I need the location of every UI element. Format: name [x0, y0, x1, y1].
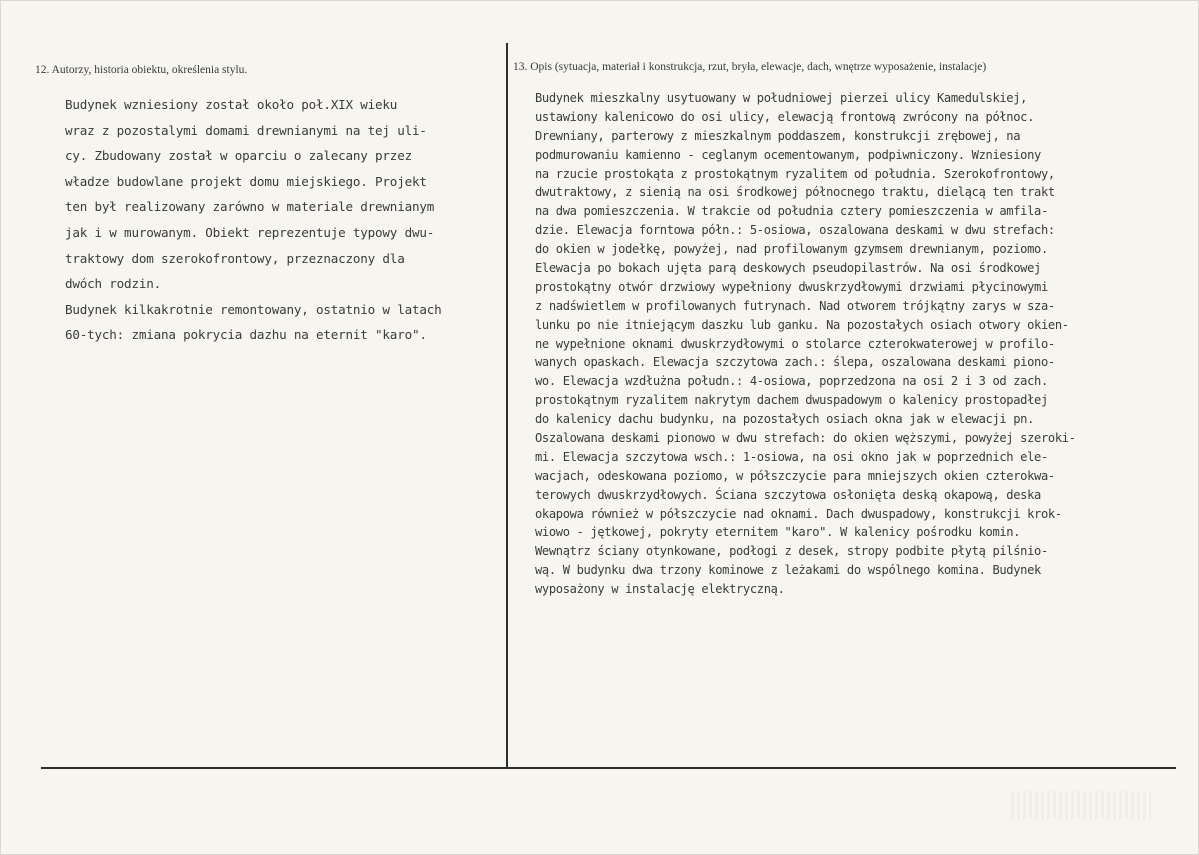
text-line: Oszalowana deskami pionowo w dwu strefach: do okien węższymi, powyżej szeroki-: [535, 431, 1076, 446]
text-line: z nadświetlem w profilowanych futrynach. Nad otworem trójkątny zarys w sza-: [535, 298, 1055, 313]
section-12-heading: 12. Autorzy, historia obiektu, określenia stylu.: [35, 64, 248, 76]
text-line: mi. Elewacja szczytowa wsch.: 1-osiowa, na osi okno jak w poprzednich ele-: [535, 449, 1048, 464]
text-line: wiowo - jętkowej, pokryty eternitem "karo". W kalenicy pośrodku komin.: [535, 525, 1021, 540]
text-line: dwóch rodzin.: [65, 276, 161, 292]
text-line: Wewnątrz ściany otynkowane, podłogi z desek, stropy podbite płytą pilśnio-: [535, 544, 1048, 559]
text-line: ustawiony kalenicowo do osi ulicy, elewacją frontową zwrócony na północ.: [535, 109, 1035, 124]
text-line: okapowa również w półszczycie nad oknami. Dach dwuspadowy, konstrukcji krok-: [535, 506, 1062, 521]
text-line: władze budowlane projekt domu miejskiego. Projekt: [65, 173, 427, 189]
text-line: dwutraktowy, z sienią na osi środkowej północnego traktu, dielącą ten trakt: [535, 185, 1055, 200]
text-line: Budynek mieszkalny usytuowany w południowej pierzei ulicy Kamedulskiej,: [535, 91, 1028, 105]
text-line: wacjach, odeskowana poziomo, w półszczycie para mniejszych okien czterokwa-: [535, 468, 1055, 483]
column-divider: [506, 43, 508, 767]
text-line: 60-tych: zmiana pokrycia dazhu na eternit "karo".: [65, 327, 427, 343]
text-line: na dwa pomieszczenia. W trakcie od południa cztery pomieszczenia w amfila-: [535, 204, 1048, 219]
text-line: ne wypełnione oknami dwuskrzydłowymi o stolarce czterokwaterowej w profilo-: [535, 336, 1055, 351]
text-line: do kalenicy dachu budynku, na pozostałych osiach okna jak w elewacji pn.: [535, 412, 1035, 427]
text-line: jak i w murowanym. Obiekt reprezentuje typowy dwu-: [65, 224, 435, 240]
text-line: wo. Elewacja wzdłużna połudn.: 4-osiowa, poprzedzona na osi 2 i 3 od zach.: [535, 374, 1048, 389]
text-line: terowych dwuskrzydłowych. Ściana szczytowa osłonięta deską okapową, deska: [535, 487, 1041, 502]
text-line: dzie. Elewacja forntowa półn.: 5-osiowa, oszalowana deskami w dwu strefach:: [535, 223, 1055, 238]
text-line: prostokątny otwór drzwiowy wypełniony dwuskrzydłowymi drzwiami płycinowymi: [535, 279, 1048, 294]
bottom-rule: [41, 767, 1176, 769]
text-line: na rzucie prostokąta z prostokątnym ryzalitem od południa. Szerokofrontowy,: [535, 166, 1055, 181]
section-13-heading: 13. Opis (sytuacja, materiał i konstrukcja, rzut, bryła, elewacje, dach, wnętrze wyposażenie, instalacje): [513, 61, 987, 73]
text-line: wraz z pozostalymi domami drewnianymi na tej uli-: [65, 122, 427, 138]
text-line: cy. Zbudowany został w oparciu o zalecany przez: [65, 148, 412, 164]
text-line: Drewniany, parterowy z mieszkalnym poddaszem, konstrukcji zrębowej, na: [535, 128, 1021, 143]
text-line: podmurowaniu kamienno - ceglanym ocementowanym, podpiwniczony. Wzniesiony: [535, 147, 1041, 162]
text-line: lunku po nie itniejącym daszku lub ganku. Na pozostałych osiach otwory okien-: [535, 317, 1069, 332]
text-line: wanych opaskach. Elewacja szczytowa zach.: ślepa, oszalowana deskami piono-: [535, 355, 1055, 370]
section-13-text: [535, 89, 1076, 599]
paper-smudge: [1011, 791, 1151, 819]
text-line: prostokątnym ryzalitem nakrytym dachem dwuspadowym o kalenicy prostopadłej: [535, 393, 1048, 408]
text-line: wyposażony w instalację elektryczną.: [535, 582, 785, 597]
section-12-text: [65, 92, 442, 348]
text-line: Budynek kilkakrotnie remontowany, ostatnio w latach: [65, 301, 442, 317]
text-line: Budynek wzniesiony został około poł.XIX wieku: [65, 97, 398, 112]
text-line: wą. W budynku dwa trzony kominowe z leżakami do wspólnego komina. Budynek: [535, 563, 1041, 578]
text-line: Elewacja po bokach ujęta parą deskowych pseudopilastrów. Na osi środkowej: [535, 261, 1041, 276]
text-line: traktowy dom szerokofrontowy, przeznaczony dla: [65, 250, 405, 266]
text-line: do okien w jodełkę, powyżej, nad profilowanym gzymsem drewnianym, poziomo.: [535, 242, 1048, 257]
text-line: ten był realizowany zarówno w materiale drewnianym: [65, 199, 435, 215]
